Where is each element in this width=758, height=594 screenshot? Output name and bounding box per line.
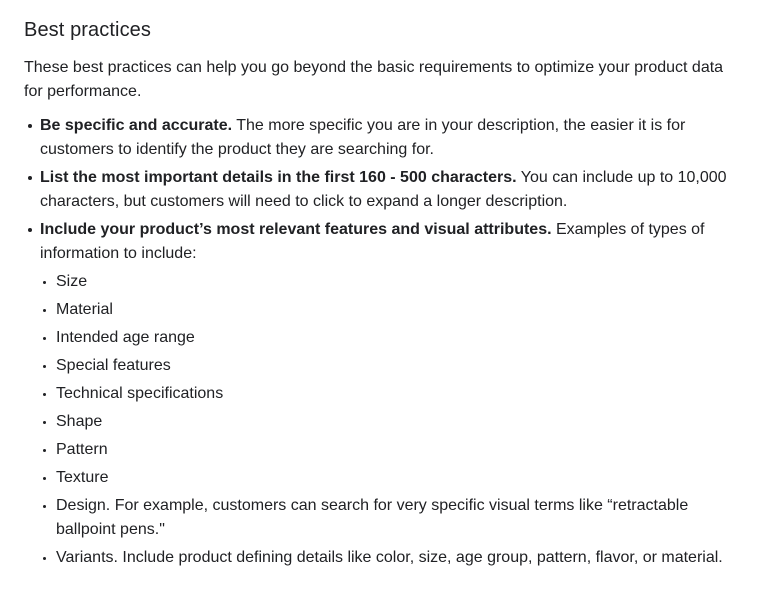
practice-item-important-details xyxy=(24,166,734,214)
practice-item-features xyxy=(24,218,734,570)
feature-type-item: Special features xyxy=(40,354,734,378)
feature-type-item: Size xyxy=(40,270,734,294)
feature-type-item: Shape xyxy=(40,410,734,434)
practice-item-heading: Be specific and accurate. xyxy=(40,117,233,134)
practice-item-heading: List the most important details in the first 160 - 500 characters. xyxy=(40,169,517,186)
feature-types-list xyxy=(40,270,734,570)
practice-item-text: You can include up to 10,000 characters, but customers will need to click to expand a longer description. xyxy=(40,169,727,210)
feature-type-item: Texture xyxy=(40,466,734,490)
section-title: Best practices xyxy=(24,19,152,41)
intro-paragraph: These best practices can help you go beyond the basic requirements to optimize your product data for performance. xyxy=(24,59,724,100)
feature-type-item: Material xyxy=(40,298,734,322)
practice-item-heading: Include your product’s most relevant features and visual attributes. xyxy=(40,221,552,238)
practice-item-text: Examples of types of information to include: xyxy=(40,221,705,262)
feature-type-item: Technical specifications xyxy=(40,382,734,406)
feature-type-item: Variants. Include product defining details like color, size, age group, pattern, flavor, or material. xyxy=(40,546,734,570)
practices-list xyxy=(24,114,734,570)
feature-type-item: Pattern xyxy=(40,438,734,462)
practice-item-specific xyxy=(24,114,734,162)
feature-type-item: Design. For example, customers can search for very specific visual terms like “retractable ballpoint pens." xyxy=(40,494,734,542)
feature-type-item: Intended age range xyxy=(40,326,734,350)
practice-item-text: The more specific you are in your description, the easier it is for customers to identify the product they are searching for. xyxy=(40,117,686,158)
